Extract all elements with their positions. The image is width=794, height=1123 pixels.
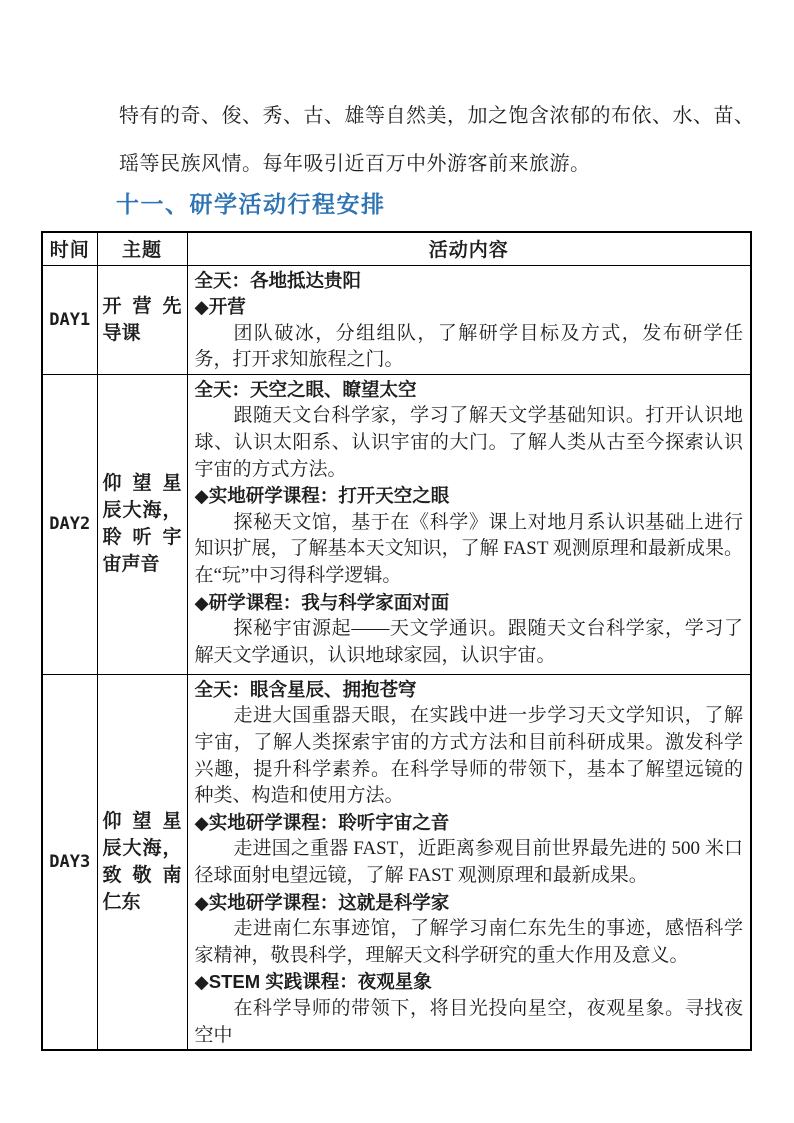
activity-heading: ◆开营 [194, 296, 246, 318]
activity-heading: 全天：天空之眼、瞭望太空 [194, 378, 417, 400]
theme-line: 仰望星 [102, 473, 182, 495]
activity-heading: ◆STEM 实践课程：夜观星象 [194, 971, 432, 993]
table-row-day1 [42, 265, 751, 374]
intro-paragraph [119, 93, 755, 188]
col-header-content: 活动内容 [187, 232, 751, 265]
day2-label: DAY2 [42, 374, 97, 674]
activity-heading: 全天：眼含星辰、拥抱苍穹 [194, 678, 417, 700]
activity-heading: ◆实地研学课程：打开天空之眼 [194, 485, 450, 507]
theme-line: 宙声音 [102, 554, 160, 576]
activity-heading: ◆实地研学课程：聆听宇宙之音 [194, 811, 450, 833]
section-heading: 十一、研学活动行程安排 [116, 191, 386, 217]
day2-theme-cell [97, 374, 187, 674]
table-row-day2 [42, 374, 751, 674]
day3-label: DAY3 [42, 674, 97, 1050]
activity-heading: ◆研学课程：我与科学家面对面 [194, 591, 450, 613]
activity-description: 走进南仁东事迹馆，了解学习南仁东先生的事迹，感悟科学家精神，敬畏科学，理解天文科学研究的重大作用及意义。 [194, 918, 743, 966]
table-header-row [42, 232, 751, 265]
activity-heading: 全天：各地抵达贵阳 [194, 269, 362, 291]
col-header-theme: 主题 [97, 232, 187, 265]
activity-description: 在科学导师的带领下，将目光投向星空，夜观星象。寻找夜空中 [194, 998, 743, 1046]
table-row-day3 [42, 674, 751, 1050]
day3-content-cell [187, 674, 751, 1050]
activity-description: 跟随天文台科学家，学习了解天文学基础知识。打开认识地球、认识太阳系、认识宇宙的大门。了解人类从古至今探索认识宇宙的方式方法。 [194, 405, 743, 480]
activity-description: 走进大国重器天眼，在实践中进一步学习天文学知识，了解宇宙，了解人类探索宇宙的方式方法和目前科研成果。激发科学兴趣，提升科学素养。在科学导师的带领下，基本了解望远镜的种类、构造和使用方法。 [194, 705, 743, 807]
theme-line: 致敬南 [102, 865, 182, 887]
theme-line: 辰大海， [102, 500, 182, 522]
activity-description: 团队破冰，分组组队，了解研学目标及方式，发布研学任务，打开求知旅程之门。 [194, 322, 743, 371]
theme-line: 辰大海， [102, 838, 182, 860]
theme-line: 开营先 [102, 295, 182, 317]
day1-theme-cell [97, 265, 187, 374]
day1-label: DAY1 [42, 265, 97, 374]
activity-description: 探秘宇宙源起——天文学通识。跟随天文台科学家，学习了解天文学通识，认识地球家园，认识宇宙。 [194, 618, 743, 666]
day1-content-cell [187, 265, 751, 374]
intro-line-2: 瑶等民族风情。每年吸引近百万中外游客前来旅游。 [119, 152, 591, 175]
day2-content-cell [187, 374, 751, 674]
theme-line: 导课 [102, 322, 141, 344]
theme-line: 聆听宇 [102, 527, 182, 549]
activity-description: 走进国之重器 FAST，近距离参观目前世界最先进的 500 米口径球面射电望远镜，了解 FAST 观测原理和最新成果。 [194, 838, 743, 887]
intro-line-1: 特有的奇、俊、秀、古、雄等自然美，加之饱含浓郁的布依、水、苗、 [119, 105, 755, 127]
day3-theme-cell [97, 674, 187, 1050]
theme-line: 仁东 [102, 892, 141, 914]
itinerary-table [41, 231, 752, 1051]
col-header-time: 时间 [42, 232, 97, 265]
theme-line: 仰望星 [102, 811, 182, 833]
activity-description: 探秘天文馆，基于在《科学》课上对地月系认识基础上进行知识扩展，了解基本天文知识，了解 FAST 观测原理和最新成果。在“玩”中习得科学逻辑。 [194, 511, 743, 587]
activity-heading: ◆实地研学课程：这就是科学家 [194, 891, 450, 913]
